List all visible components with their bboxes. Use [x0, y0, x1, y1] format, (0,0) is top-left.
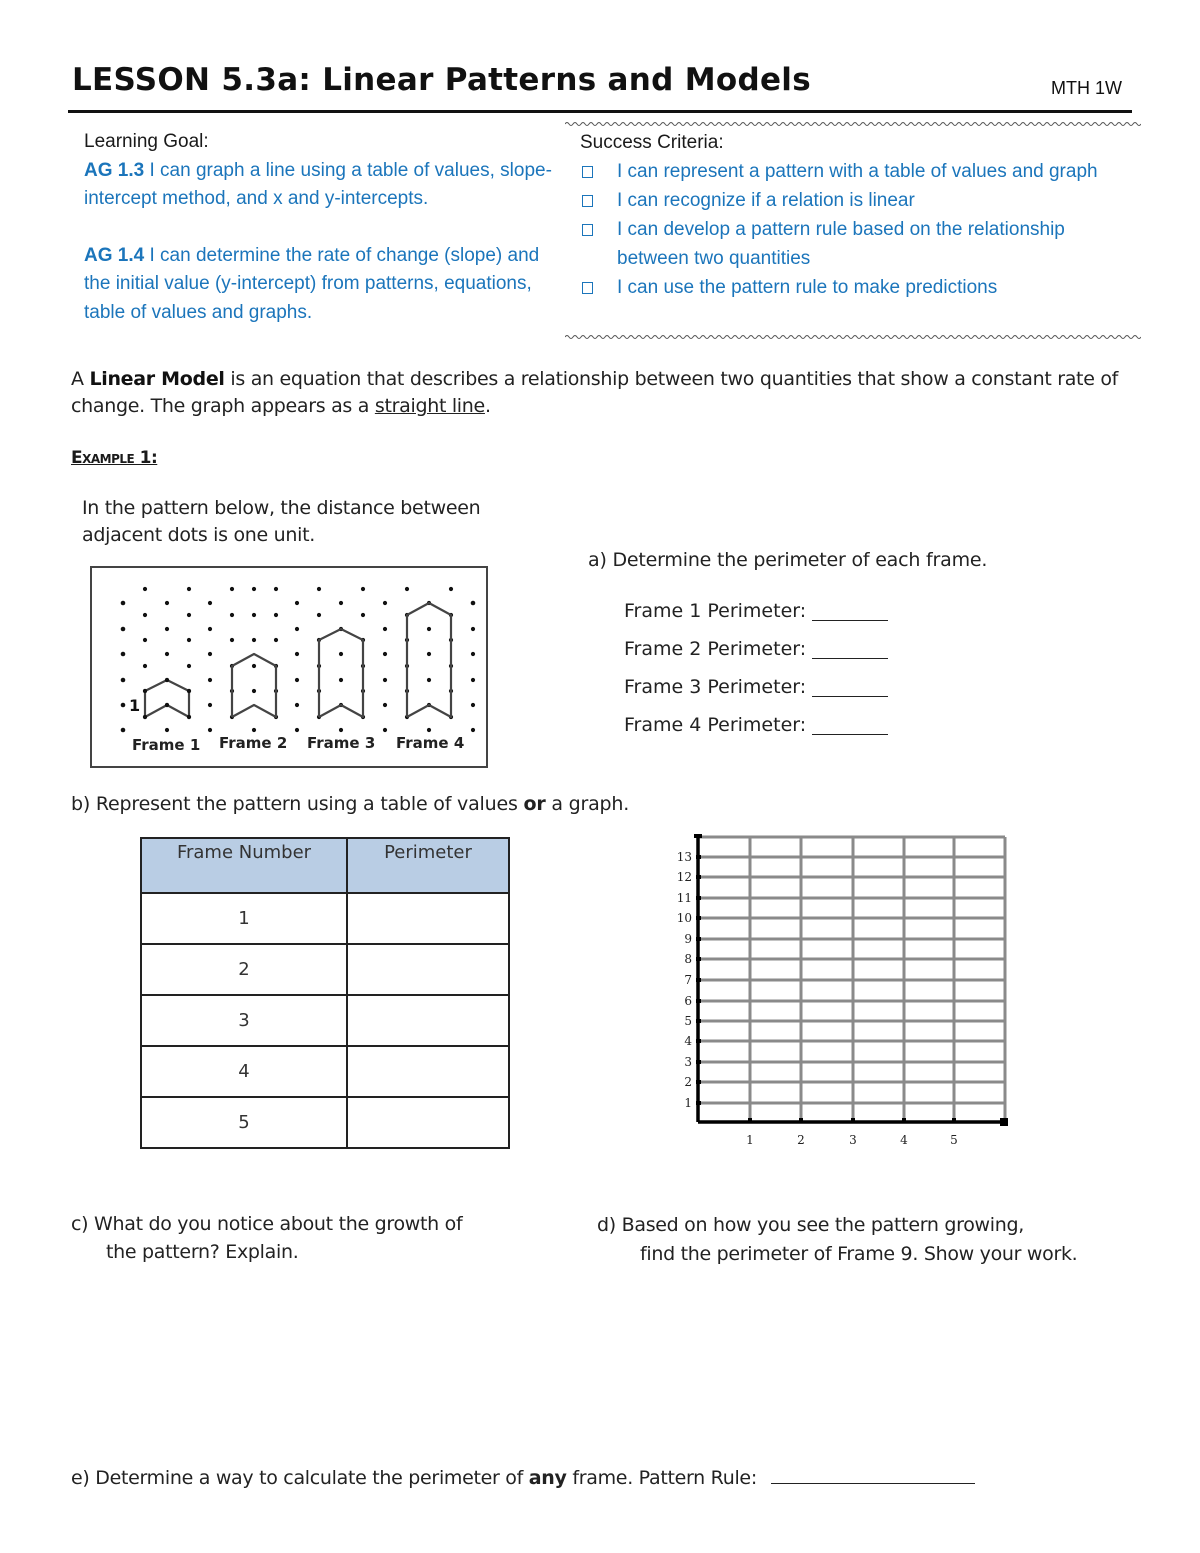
question-d-line1: d) Based on how you see the pattern growing, — [597, 1214, 1025, 1236]
intro-suffix: . — [484, 395, 491, 417]
y-tick-label: 8 — [684, 952, 692, 966]
table-of-values — [140, 837, 510, 1149]
y-tick-label: 4 — [684, 1034, 692, 1048]
y-tick-label: 3 — [684, 1055, 692, 1069]
frame-label: Frame 2 — [219, 734, 288, 752]
learning-goal-section — [84, 128, 564, 327]
dot-grid-illustration — [92, 568, 486, 766]
criteria-item — [580, 273, 1140, 302]
perimeter-label: Frame 3 Perimeter: — [624, 676, 807, 698]
question-e-text-end: frame. Pattern Rule: — [566, 1467, 757, 1489]
perimeter-row — [624, 676, 888, 714]
table-row — [141, 893, 509, 944]
checkbox-icon[interactable] — [582, 166, 593, 178]
question-c-line2: the pattern? Explain. — [106, 1241, 299, 1263]
answer-blank[interactable] — [812, 638, 888, 659]
blank-graph-grid[interactable] — [660, 832, 1020, 1162]
pattern-rule-blank[interactable] — [771, 1463, 975, 1484]
frame-number-cell: 4 — [141, 1046, 347, 1097]
intro-underlined: straight line — [374, 395, 485, 417]
criteria-text: I can represent a pattern with a table of values and graph — [617, 161, 1098, 182]
x-tick-label: 5 — [950, 1133, 958, 1147]
perimeter-row — [624, 600, 888, 638]
column-header-frame-number: Frame Number — [141, 838, 347, 893]
criteria-text: I can use the pattern rule to make predictions — [617, 277, 998, 298]
question-e — [71, 1463, 975, 1489]
y-tick-label: 10 — [676, 911, 692, 925]
answer-blank[interactable] — [812, 600, 888, 621]
linear-model-definition — [71, 366, 1151, 420]
dot-pattern-figure — [90, 566, 488, 768]
frame-label: Frame 4 — [396, 734, 465, 752]
criteria-top-border — [565, 121, 1141, 127]
pattern-description: In the pattern below, the distance between adjacent dots is one unit. — [82, 497, 481, 546]
criteria-item — [580, 186, 1140, 215]
perimeter-cell[interactable] — [347, 893, 509, 944]
question-b — [71, 793, 629, 815]
intro-prefix: A — [71, 368, 90, 390]
perimeter-label: Frame 4 Perimeter: — [624, 714, 807, 736]
learning-goal-label: Learning Goal: — [84, 131, 209, 152]
checkbox-icon[interactable] — [582, 282, 593, 294]
perimeter-label: Frame 1 Perimeter: — [624, 600, 807, 622]
y-tick-label: 2 — [684, 1075, 692, 1089]
learning-goal-item — [84, 157, 564, 214]
criteria-text: I can develop a pattern rule based on the relationship between two quantities — [617, 219, 1065, 269]
criteria-bottom-border — [565, 334, 1141, 340]
perimeter-answer-list — [624, 600, 888, 752]
frame-label: Frame 1 — [132, 736, 201, 754]
table-header-row — [141, 838, 509, 893]
answer-blank[interactable] — [812, 676, 888, 697]
question-b-emphasis: or — [523, 793, 546, 815]
perimeter-cell[interactable] — [347, 1097, 509, 1148]
x-tick-label: 4 — [900, 1133, 908, 1147]
y-tick-label: 7 — [684, 973, 692, 987]
x-tick-label: 1 — [746, 1133, 754, 1147]
table-row — [141, 944, 509, 995]
frame-label: Frame 3 — [307, 734, 376, 752]
question-c-line1: c) What do you notice about the growth of — [71, 1213, 463, 1235]
learning-goal-item — [84, 242, 564, 328]
perimeter-row — [624, 714, 888, 752]
course-code: MTH 1W — [1051, 78, 1122, 98]
x-tick-label: 2 — [797, 1133, 805, 1147]
answer-blank[interactable] — [812, 714, 888, 735]
table-row — [141, 1097, 509, 1148]
defined-term: Linear Model — [89, 368, 225, 390]
frame-number-cell: 3 — [141, 995, 347, 1046]
perimeter-cell[interactable] — [347, 944, 509, 995]
perimeter-cell[interactable] — [347, 995, 509, 1046]
goal-text: I can determine the rate of change (slope) and the initial value (y-intercept) from patterns, equations, table of values and graphs. — [84, 244, 540, 323]
perimeter-label: Frame 2 Perimeter: — [624, 638, 807, 660]
y-tick-label: 6 — [684, 994, 692, 1008]
checkbox-icon[interactable] — [582, 195, 593, 207]
y-tick-label: 9 — [684, 932, 692, 946]
criteria-item — [580, 157, 1140, 186]
question-a: a) Determine the perimeter of each frame. — [588, 549, 988, 571]
checkbox-icon[interactable] — [582, 224, 593, 236]
question-b-text-end: a graph. — [545, 793, 630, 815]
y-tick-label: 11 — [676, 891, 692, 905]
y-tick-label: 13 — [676, 850, 692, 864]
goal-code: AG 1.3 — [84, 159, 145, 181]
frame-number-cell: 5 — [141, 1097, 347, 1148]
success-criteria-label: Success Criteria: — [580, 132, 724, 153]
question-e-emphasis: any — [528, 1467, 567, 1489]
success-criteria-section — [580, 128, 1140, 302]
question-d — [597, 1211, 1157, 1269]
example-heading: Example 1: — [71, 448, 158, 468]
frame-number-cell: 1 — [141, 893, 347, 944]
question-e-text: e) Determine a way to calculate the perimeter of — [71, 1467, 529, 1489]
question-d-line2: find the perimeter of Frame 9. Show your work. — [640, 1243, 1078, 1265]
y-tick-label: 1 — [684, 1096, 692, 1110]
page-title: LESSON 5.3a: Linear Patterns and Models — [72, 62, 811, 98]
table-row — [141, 1046, 509, 1097]
question-c — [71, 1210, 561, 1266]
table-row — [141, 995, 509, 1046]
title-divider — [68, 110, 1132, 113]
y-tick-label: 12 — [676, 870, 692, 884]
criteria-item — [580, 215, 1140, 273]
intro-body: is an equation that describes a relationship between two quantities that show a constant rate of change. The graph appears as a — [71, 368, 1119, 417]
perimeter-row — [624, 638, 888, 676]
goal-code: AG 1.4 — [84, 244, 145, 266]
perimeter-cell[interactable] — [347, 1046, 509, 1097]
x-tick-label: 3 — [849, 1133, 857, 1147]
frame-number-cell: 2 — [141, 944, 347, 995]
y-tick-label: 5 — [684, 1014, 692, 1028]
column-header-perimeter: Perimeter — [347, 838, 509, 893]
question-b-text: b) Represent the pattern using a table of values — [71, 793, 524, 815]
unit-label: 1 — [129, 696, 141, 715]
goal-text: I can graph a line using a table of values, slope-intercept method, and x and y-intercepts. — [84, 159, 552, 209]
criteria-text: I can recognize if a relation is linear — [617, 190, 915, 211]
